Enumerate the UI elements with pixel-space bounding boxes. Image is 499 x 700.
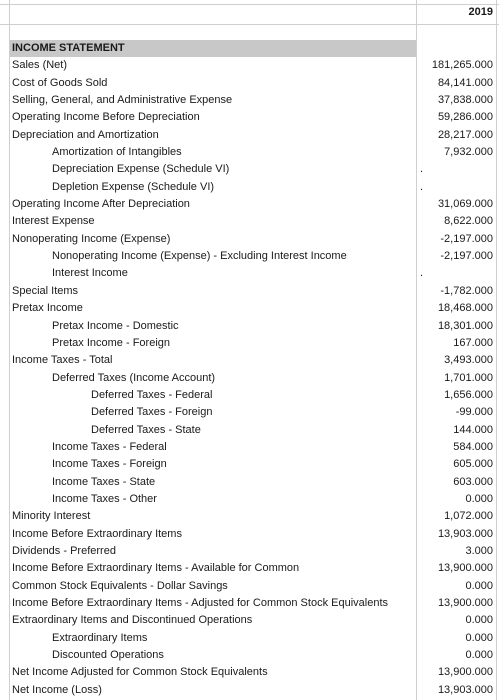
statement-row xyxy=(0,179,499,196)
row-label: Deferred Taxes - Federal xyxy=(91,388,213,401)
row-label: Special Items xyxy=(12,284,79,297)
section-title: INCOME STATEMENT xyxy=(10,40,416,57)
row-label: Income Taxes - State xyxy=(52,475,156,488)
statement-row xyxy=(0,664,499,681)
statement-row xyxy=(0,109,499,126)
row-label: Income Taxes - Total xyxy=(12,354,113,367)
row-value: 31,069.000 xyxy=(437,198,493,211)
statement-row xyxy=(0,352,499,369)
row-label: Cost of Goods Sold xyxy=(12,76,108,89)
statement-row xyxy=(0,370,499,387)
row-label: Income Taxes - Foreign xyxy=(52,458,167,471)
statement-row xyxy=(0,231,499,248)
row-label: Depreciation Expense (Schedule VI) xyxy=(52,163,230,176)
statement-row xyxy=(0,578,499,595)
row-value: 13,900.000 xyxy=(437,666,493,679)
row-value: 13,900.000 xyxy=(437,597,493,609)
statement-row xyxy=(0,127,499,144)
statement-row xyxy=(0,630,499,647)
statement-row xyxy=(0,75,499,92)
row-label: Income Before Extraordinary Items - Available for Common xyxy=(12,562,300,575)
row-label: Extraordinary Items and Discontinued Operations xyxy=(12,614,253,627)
row-label: Income Taxes - Federal xyxy=(52,440,167,453)
row-value: 603.000 xyxy=(453,475,493,488)
statement-row xyxy=(0,560,499,577)
row-label: Amortization of Intangibles xyxy=(52,146,182,159)
statement-row xyxy=(0,422,499,439)
row-label: Dividends - Preferred xyxy=(12,544,116,557)
statement-row xyxy=(0,283,499,300)
row-value: -2,197.000 xyxy=(440,232,493,245)
row-label: Common Stock Equivalents - Dollar Savings xyxy=(12,579,228,592)
row-value: 167.000 xyxy=(453,336,493,349)
row-label: Interest Expense xyxy=(12,215,95,228)
statement-row xyxy=(0,456,499,473)
statement-row xyxy=(0,318,499,335)
row-label: Operating Income After Depreciation xyxy=(12,198,190,211)
row-value: 13,900.000 xyxy=(437,562,493,575)
row-value: 1,072.000 xyxy=(444,510,493,523)
row-label: Deferred Taxes (Income Account) xyxy=(52,371,216,384)
statement-row xyxy=(0,57,499,74)
row-label: Income Taxes - Other xyxy=(52,492,157,505)
row-label: Interest Income xyxy=(52,267,128,280)
row-value: 18,468.000 xyxy=(437,302,493,315)
row-label: Selling, General, and Administrative Expense xyxy=(12,94,233,107)
row-value: 37,838.000 xyxy=(437,94,493,107)
row-label: Deferred Taxes - Foreign xyxy=(91,406,213,419)
statement-row xyxy=(0,248,499,265)
row-label: Extraordinary Items xyxy=(52,631,148,644)
row-label: Deferred Taxes - State xyxy=(91,423,201,436)
row-value: 0.000 xyxy=(465,631,493,644)
row-value: -2,197.000 xyxy=(440,250,493,263)
statement-row xyxy=(0,213,499,230)
row-label: Net Income Adjusted for Common Stock Equivalents xyxy=(12,666,268,679)
row-value: 1,656.000 xyxy=(444,388,493,401)
statement-row xyxy=(0,404,499,421)
statement-row xyxy=(0,647,499,664)
row-value: 84,141.000 xyxy=(437,76,493,89)
row-label: Net Income (Loss) xyxy=(12,683,102,696)
row-label: Sales (Net) xyxy=(12,59,68,72)
row-value: 3,493.000 xyxy=(444,354,493,367)
row-label: Nonoperating Income (Expense) - Excluding Interest Income xyxy=(52,250,347,263)
row-value-missing: . xyxy=(420,180,424,193)
statement-row xyxy=(0,612,499,629)
row-value: 605.000 xyxy=(453,458,493,471)
row-value: -99.000 xyxy=(455,406,493,419)
statement-row xyxy=(0,387,499,404)
row-value-missing: . xyxy=(420,163,424,176)
row-value: -1,782.000 xyxy=(440,284,493,297)
row-value: 0.000 xyxy=(465,614,493,627)
row-value: 144.000 xyxy=(453,423,493,436)
row-value: 181,265.000 xyxy=(431,59,493,72)
statement-row xyxy=(0,508,499,525)
header-row xyxy=(0,0,499,25)
row-label: Depreciation and Amortization xyxy=(12,128,159,141)
statement-rows xyxy=(0,40,499,699)
row-label: Depletion Expense (Schedule VI) xyxy=(52,180,215,193)
row-value: 7,932.000 xyxy=(444,146,493,159)
row-value: 13,903.000 xyxy=(437,683,493,696)
row-value: 8,622.000 xyxy=(444,215,493,228)
statement-row xyxy=(0,300,499,317)
statement-row xyxy=(0,144,499,161)
statement-row xyxy=(0,682,499,699)
row-value: 3.000 xyxy=(465,544,493,557)
row-label: Pretax Income xyxy=(12,302,83,315)
row-value: 584.000 xyxy=(453,440,493,453)
year-column-header: 2019 xyxy=(468,6,493,18)
statement-row xyxy=(0,595,499,612)
statement-row xyxy=(0,335,499,352)
row-value: 0.000 xyxy=(465,579,493,592)
row-value-missing: . xyxy=(420,267,424,280)
row-label: Pretax Income - Foreign xyxy=(52,336,170,349)
row-label: Pretax Income - Domestic xyxy=(52,319,179,332)
statement-row xyxy=(0,526,499,543)
statement-row xyxy=(0,439,499,456)
row-value: 0.000 xyxy=(465,492,493,505)
statement-row xyxy=(0,196,499,213)
statement-row xyxy=(0,474,499,491)
statement-row xyxy=(0,543,499,560)
row-value: 1,701.000 xyxy=(444,371,493,384)
statement-row xyxy=(0,491,499,508)
row-value: 59,286.000 xyxy=(437,111,493,124)
statement-row xyxy=(0,92,499,109)
row-label: Discounted Operations xyxy=(52,649,164,662)
row-value: 13,903.000 xyxy=(437,527,493,540)
row-label: Nonoperating Income (Expense) xyxy=(12,232,171,245)
row-value: 28,217.000 xyxy=(437,128,493,141)
row-value: 18,301.000 xyxy=(437,319,493,332)
row-value: 0.000 xyxy=(465,649,493,662)
statement-row xyxy=(0,265,499,282)
row-label: Income Before Extraordinary Items - Adjusted for Common Stock Equivalents xyxy=(12,597,388,609)
row-label: Operating Income Before Depreciation xyxy=(12,111,200,124)
header-top-border xyxy=(0,0,499,5)
section-header-row xyxy=(0,40,499,57)
row-label: Income Before Extraordinary Items xyxy=(12,527,182,540)
blank-row xyxy=(0,25,499,39)
statement-row xyxy=(0,161,499,178)
row-label: Minority Interest xyxy=(12,510,91,523)
